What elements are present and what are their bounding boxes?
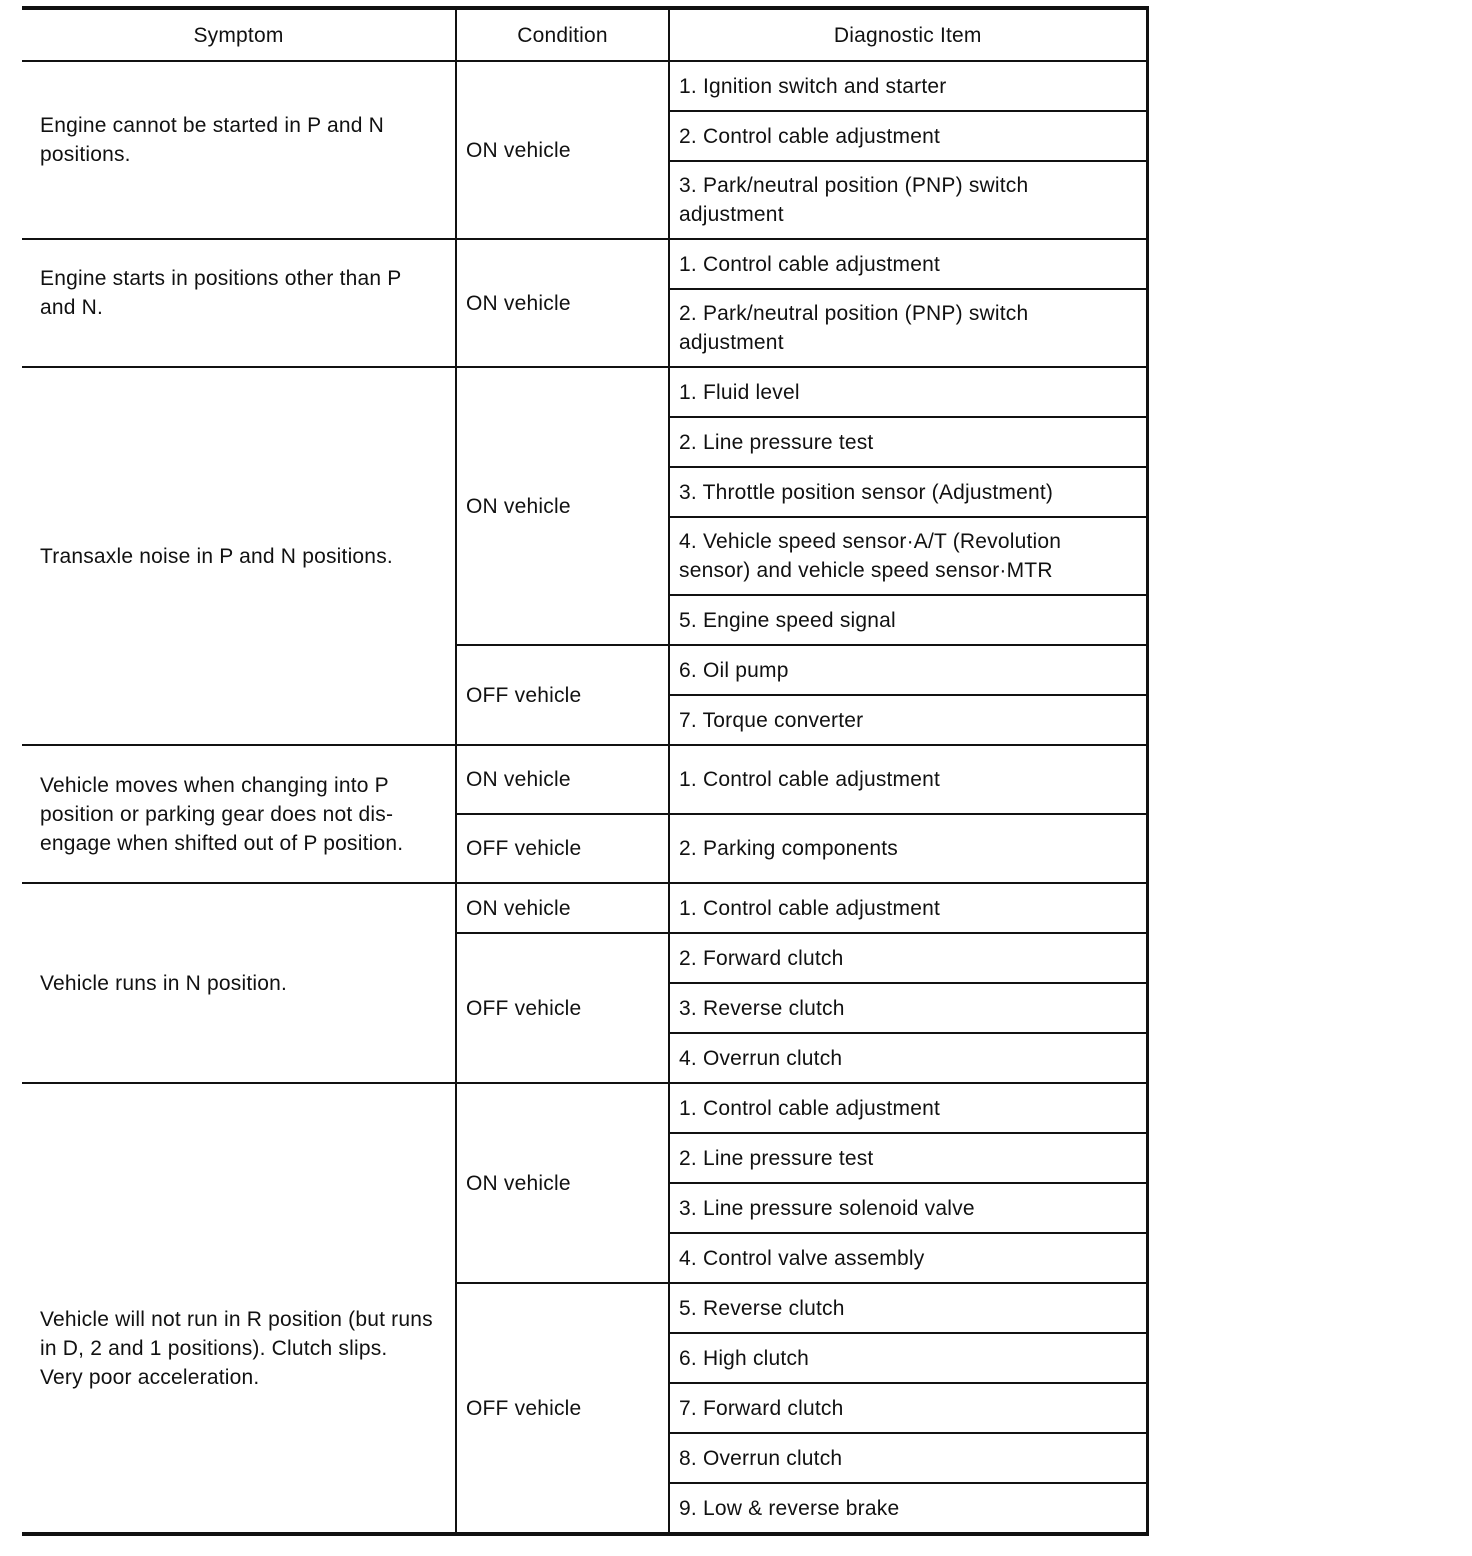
table-row bbox=[22, 1083, 1147, 1133]
diagnostic-item: 1. Control cable adjustment bbox=[669, 239, 1147, 289]
condition-cell: ON vehicle bbox=[456, 239, 669, 367]
condition-cell: OFF vehicle bbox=[456, 933, 669, 1083]
diagnostic-item: 2. Line pressure test bbox=[669, 1133, 1147, 1183]
symptom-text: Engine cannot be started in P and N positions. bbox=[40, 114, 385, 166]
header-symptom: Symptom bbox=[22, 8, 456, 61]
diagnostic-item: 7. Torque converter bbox=[669, 695, 1147, 745]
symptom-cell: Vehicle moves when changing into P position or parking gear does not dis-engage when shifted out of P position. bbox=[22, 745, 456, 883]
symptom-cell: Transaxle noise in P and N positions. bbox=[22, 367, 456, 745]
diagnostic-item: 4. Overrun clutch bbox=[669, 1033, 1147, 1083]
symptom-text: Vehicle will not run in R position (but runs in D, 2 and 1 positions). Clutch slips. Very poor acceleration. bbox=[40, 1307, 433, 1389]
diagnostic-item: 2. Forward clutch bbox=[669, 933, 1147, 983]
condition-cell: ON vehicle bbox=[456, 883, 669, 933]
condition-cell: OFF vehicle bbox=[456, 814, 669, 883]
table-row bbox=[22, 745, 1147, 814]
diagnostic-item: 1. Control cable adjustment bbox=[669, 745, 1147, 814]
header-condition: Condition bbox=[456, 8, 669, 61]
diagnostic-table bbox=[22, 6, 1149, 1536]
diagnostic-item: 6. Oil pump bbox=[669, 645, 1147, 695]
diagnostic-item: 5. Engine speed signal bbox=[669, 595, 1147, 645]
table-row bbox=[22, 61, 1147, 111]
header-diagnostic-item: Diagnostic Item bbox=[669, 8, 1147, 61]
symptom-cell bbox=[22, 61, 456, 239]
diagnostic-item: 7. Forward clutch bbox=[669, 1383, 1147, 1433]
symptom-text: Engine starts in positions other than P and N. bbox=[40, 267, 402, 319]
diagnostic-item: 1. Ignition switch and starter bbox=[669, 61, 1147, 111]
condition-cell: ON vehicle bbox=[456, 367, 669, 645]
diagnostic-item: 3. Line pressure solenoid valve bbox=[669, 1183, 1147, 1233]
symptom-cell bbox=[22, 239, 456, 367]
table-row bbox=[22, 883, 1147, 933]
table-row bbox=[22, 367, 1147, 417]
diagnostic-item: 1. Control cable adjustment bbox=[669, 883, 1147, 933]
diagnostic-item: 2. Control cable adjustment bbox=[669, 111, 1147, 161]
header-row bbox=[22, 8, 1147, 61]
condition-cell: OFF vehicle bbox=[456, 645, 669, 745]
table-row bbox=[22, 239, 1147, 289]
diagnostic-item: 4. Control valve assembly bbox=[669, 1233, 1147, 1283]
symptom-cell: Vehicle runs in N position. bbox=[22, 883, 456, 1083]
diagnostic-item: 9. Low & reverse brake bbox=[669, 1483, 1147, 1534]
diagnostic-item: 8. Overrun clutch bbox=[669, 1433, 1147, 1483]
condition-cell: ON vehicle bbox=[456, 745, 669, 814]
diagnostic-item: 3. Reverse clutch bbox=[669, 983, 1147, 1033]
diagnostic-item: 5. Reverse clutch bbox=[669, 1283, 1147, 1333]
symptom-cell bbox=[22, 1083, 456, 1534]
condition-cell: ON vehicle bbox=[456, 1083, 669, 1283]
diagnostic-item: 4. Vehicle speed sensor·A/T (Revolution sensor) and vehicle speed sensor·MTR bbox=[669, 517, 1147, 595]
condition-cell: OFF vehicle bbox=[456, 1283, 669, 1534]
diagnostic-item: 3. Park/neutral position (PNP) switch adjustment bbox=[669, 161, 1147, 239]
diagnostic-item: 6. High clutch bbox=[669, 1333, 1147, 1383]
condition-cell: ON vehicle bbox=[456, 61, 669, 239]
diagnostic-item: 3. Throttle position sensor (Adjustment) bbox=[669, 467, 1147, 517]
diagnostic-item: 2. Parking components bbox=[669, 814, 1147, 883]
diagnostic-item: 1. Control cable adjustment bbox=[669, 1083, 1147, 1133]
diagnostic-item: 2. Line pressure test bbox=[669, 417, 1147, 467]
diagnostic-item: 1. Fluid level bbox=[669, 367, 1147, 417]
diagnostic-item: 2. Park/neutral position (PNP) switch adjustment bbox=[669, 289, 1147, 367]
